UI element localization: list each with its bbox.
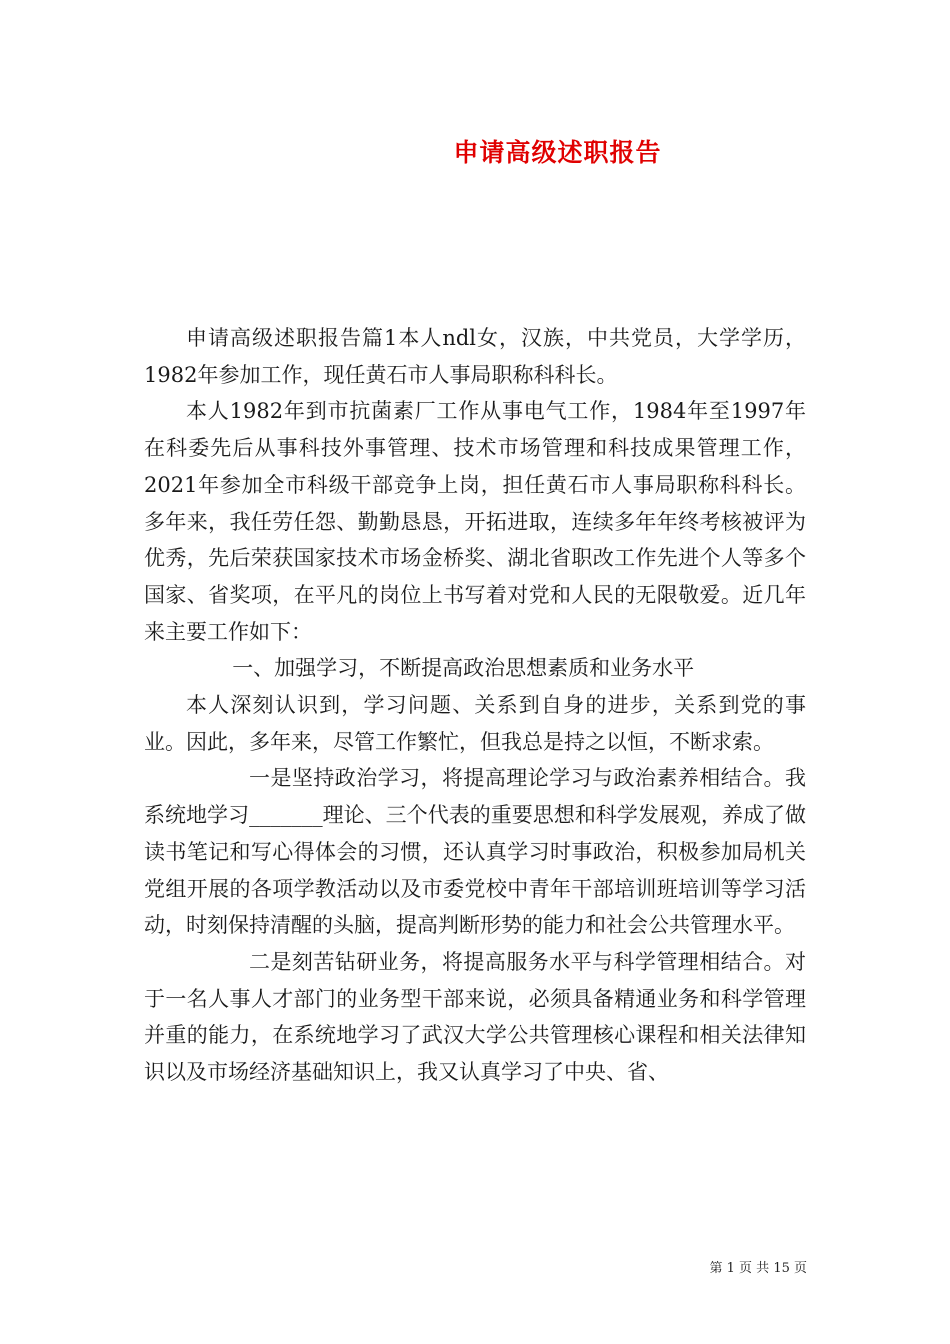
paragraph-learning: 本人深刻认识到，学习问题、关系到自身的进步，关系到党的事业。因此，多年来，尽管工作繁忙，但我总是持之以恒，不断求索。 [144,693,806,754]
paragraph-business-study: 二是刻苦钻研业务，将提高服务水平与科学管理相结合。对于一名人事人才部门的业务型干部来说，必须具备精通业务和科学管理并重的能力，在系统地学习了武汉大学公共管理核心课程和相关法律知识以及市场经济基础知识上，我又认真学习了中央、省、 [144,949,806,1085]
section-heading-1: 一、加强学习，不断提高政治思想素质和业务水平 [232,656,695,681]
page-number-footer: 第 1 页 共 15 页 [709,1261,807,1276]
paragraph-political-study: 一是坚持政治学习，将提高理论学习与政治素养相结合。我系统地学习_______理论、三个代表的重要思想和科学发展观，养成了做读书笔记和写心得体会的习惯，还认真学习时事政治，积极参加局机关党组开展的各项学教活动以及市委党校中青年干部培训班培训等学习活动，时刻保持清醒的头脑，提高判断形势的能力和社会公共管理水平。 [144,766,806,938]
paragraph-intro: 申请高级述职报告篇1本人ndl女，汉族，中共党员，大学学历，1982年参加工作，现任黄石市人事局职称科科长。 [144,326,806,387]
document-title: 申请高级述职报告 [453,138,662,167]
paragraph-career: 本人1982年到市抗菌素厂工作从事电气工作，1984年至1997年在科委先后从事科技外事管理、技术市场管理和科技成果管理工作，2021年参加全市科级干部竞争上岗，担任黄石市人事局职称科科长。多年来，我任劳任怨、勤勤恳恳，开拓进取，连续多年年终考核被评为优秀，先后荣获国家技术市场金桥奖、湖北省职改工作先进个人等多个国家、省奖项，在平凡的岗位上书写着对党和人民的无限敬爱。近几年来主要工作如下： [144,399,807,644]
document-body [144,320,806,1091]
